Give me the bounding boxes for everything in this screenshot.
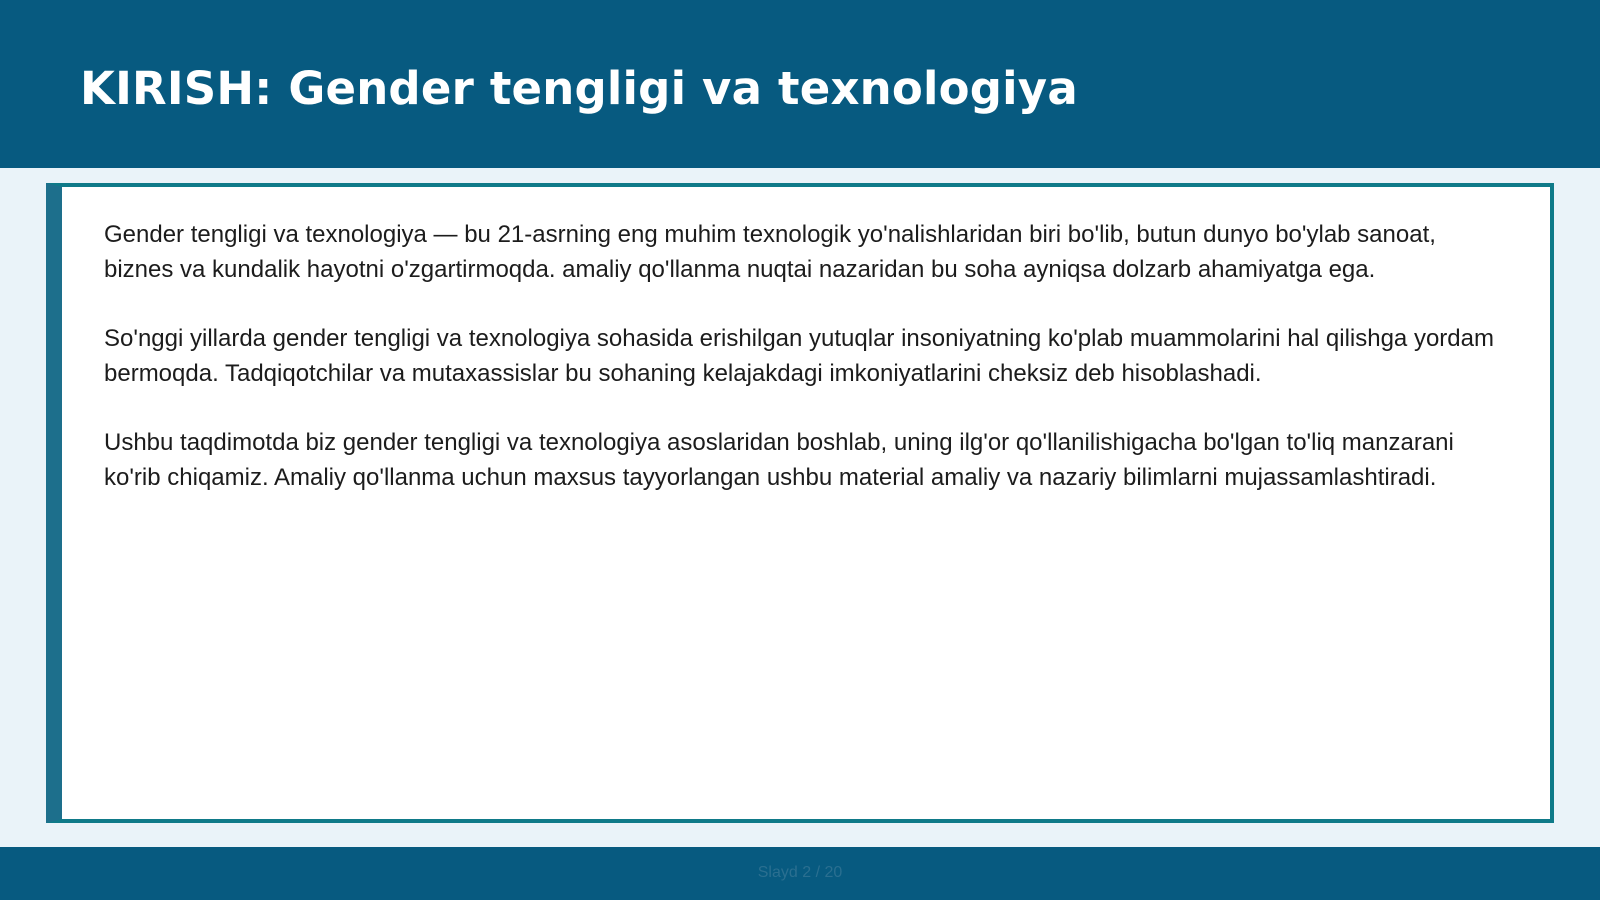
slide-footer	[0, 847, 1600, 900]
content-text	[104, 217, 1504, 529]
slide-header	[0, 0, 1600, 168]
paragraph-3: Ushbu taqdimotda biz gender tengligi va texnologiya asoslaridan boshlab, uning ilg'or qo'llanilishigacha bo'lgan to'liq manzarani ko'rib chiqamiz. Amaliy qo'llanma uchun maxsus tayyorlangan ushbu material amaliy va nazariy bilimlarni mujassamlashtiradi.	[104, 429, 1454, 491]
paragraph-1: Gender tengligi va texnologiya — bu 21-asrning eng muhim texnologik yo'nalishlaridan biri bo'lib, butun dunyo bo'ylab sanoat, biznes va kundalik hayotni o'zgartirmoqda. amaliy qo'llanma nuqtai nazaridan bu soha ayniqsa dolzarb ahamiyatga ega.	[104, 221, 1436, 283]
content-box	[46, 183, 1554, 823]
slide-number: Slayd 2 / 20	[757, 864, 843, 881]
slide-title: KIRISH: Gender tengligi va texnologiya	[80, 62, 1078, 115]
paragraph-2: So'nggi yillarda gender tengligi va texnologiya sohasida erishilgan yutuqlar insoniyatning ko'plab muammolarini hal qilishga yordam bermoqda. Tadqiqotchilar va mutaxassislar bu sohaning kelajakdagi imkoniyatlarini cheksiz deb hisoblashadi.	[104, 325, 1494, 387]
